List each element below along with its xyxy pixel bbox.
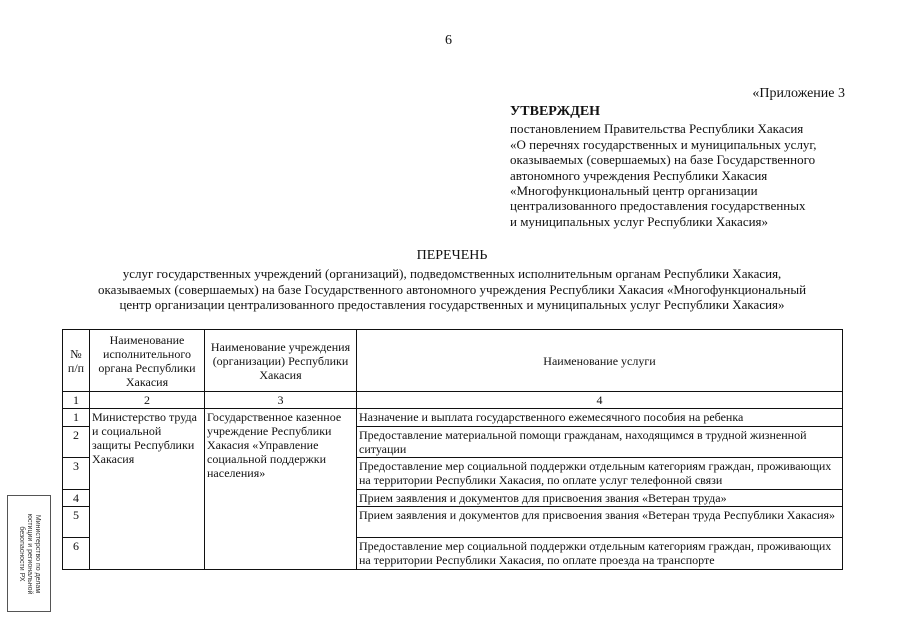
header-executive-body: Наименование исполнительного органа Республики Хакасия: [90, 330, 205, 392]
table-header-row: [63, 330, 843, 392]
approved-heading: УТВЕРЖДЕН: [510, 104, 601, 119]
stamp-text: [17, 500, 41, 608]
header-institution: Наименование учреждения (организации) Республики Хакасия: [205, 330, 357, 392]
table-row: [63, 409, 843, 427]
service-cell: Предоставление мер социальной поддержки отдельным категориям граждан, проживающих на территории Республики Хакасия, по оплате проезда на транспорте: [357, 538, 843, 570]
column-number: 3: [205, 392, 357, 409]
approval-line: централизованного предоставления государственных: [510, 198, 806, 214]
stamp-line: Министерство по делам: [34, 514, 41, 593]
approval-line: «О перечнях государственных и муниципальных услуг,: [510, 136, 817, 152]
stamp-line: юстиции и региональной: [26, 513, 33, 594]
services-table: [62, 329, 843, 570]
column-number: 1: [63, 392, 90, 409]
document-subtitle-line: услуг государственных учреждений (организаций), подведомственных исполнительным органам Республики Хакасия,: [122, 266, 782, 281]
header-no: № п/п: [63, 330, 90, 392]
column-number-row: [63, 392, 843, 409]
institution-cell: Государственное казенное учреждение Республики Хакасия «Управление социальной поддержки населения»: [205, 409, 357, 570]
approval-line: автономного учреждения Республики Хакасия: [510, 167, 768, 183]
document-title: ПЕРЕЧЕНЬ: [416, 248, 488, 263]
row-number: 3: [63, 458, 90, 490]
document-subtitle-line: центр организации централизованного предоставления государственных и муниципальных услуг Республики Хакасия»: [119, 297, 785, 313]
document-subtitle-line: оказываемых (совершаемых) на базе Государственного автономного учреждения Республики Хакасия «Многофункциональный: [97, 281, 807, 297]
approval-line: «Многофункциональный центр организации: [510, 183, 758, 199]
header-service: Наименование услуги: [357, 330, 843, 392]
row-number: 4: [63, 490, 90, 507]
approval-line: и муниципальных услуг Республики Хакасия»: [510, 213, 769, 229]
service-cell: Назначение и выплата государственного ежемесячного пособия на ребенка: [357, 409, 843, 427]
approval-block: [510, 104, 870, 229]
stamp-line: безопасности РХ: [18, 525, 25, 582]
column-number: 2: [90, 392, 205, 409]
appendix-label: «Приложение 3: [752, 86, 845, 101]
row-number: 5: [63, 507, 90, 538]
column-number: 4: [357, 392, 843, 409]
row-number: 6: [63, 538, 90, 570]
service-cell: Предоставление мер социальной поддержки отдельным категориям граждан, проживающих на территории Республики Хакасия, по оплате услуг телефонной связи: [357, 458, 843, 490]
row-number: 1: [63, 409, 90, 427]
service-cell: Прием заявления и документов для присвоения звания «Ветеран труда Республики Хакасия»: [357, 507, 843, 538]
approval-line: постановлением Правительства Республики Хакасия: [510, 121, 804, 137]
executive-body-cell: Министерство труда и социальной защиты Республики Хакасия: [90, 409, 205, 570]
page-number: 6: [445, 33, 452, 48]
service-cell: Прием заявления и документов для присвоения звания «Ветеран труда»: [357, 490, 843, 507]
ministry-stamp: [7, 495, 51, 612]
approval-line: оказываемых (совершаемых) на базе Государственного: [510, 152, 816, 168]
document-title-block: [60, 248, 844, 313]
row-number: 2: [63, 427, 90, 458]
service-cell: Предоставление материальной помощи гражданам, находящимся в трудной жизненной ситуации: [357, 427, 843, 458]
